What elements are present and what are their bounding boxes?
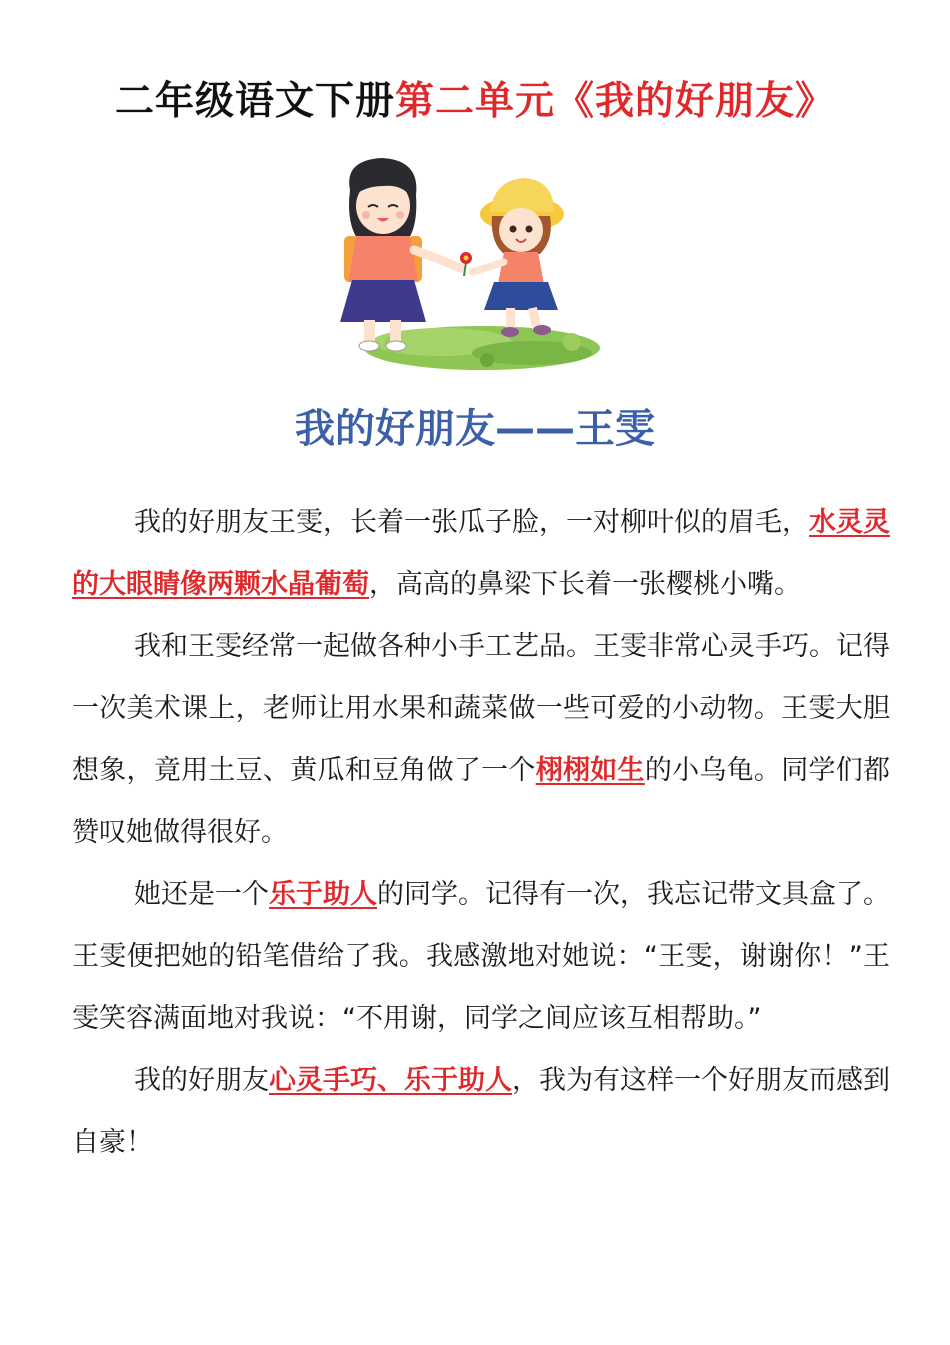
friends-illustration (232, 150, 718, 466)
highlighted-phrase: 栩栩如生 (535, 755, 645, 786)
highlighted-phrase: 心灵手巧、乐于助人 (269, 1065, 512, 1096)
paragraph (72, 492, 890, 616)
highlighted-phrase: 水灵灵的大眼睛像两颗水晶葡萄 (72, 507, 890, 600)
paragraph-text: ，我为有这样一个好朋友而感到自豪！ (72, 1065, 890, 1158)
paragraph (72, 864, 890, 1050)
paragraph-text: 的小乌龟。同学们都赞叹她做得很好。 (72, 755, 891, 848)
highlighted-phrase: 乐于助人 (269, 879, 377, 910)
paragraph-text: 我的好朋友王雯，长着一张瓜子脸，一对柳叶似的眉毛， (134, 507, 809, 538)
small-girl-figure (472, 178, 564, 337)
paragraph-text: 我和王雯经常一起做各种小手工艺品。王雯非常心灵手巧。记得一次美术课上，老师让用水果和蔬菜做一些可爱的小动物。王雯大胆想象，竟用土豆、黄瓜和豆角做了一个 (72, 631, 890, 786)
paragraph-text: 的同学。记得有一次，我忘记带文具盒了。王雯便把她的铅笔借给了我。我感激地对她说：“王雯，谢谢你！”王雯笑容满面地对我说：“不用谢，同学之间应该互相帮助。” (72, 879, 890, 1034)
tall-girl-figure (340, 158, 460, 351)
paragraph-text: ，高高的鼻梁下长着一张樱桃小嘴。 (369, 569, 801, 600)
article-body (72, 492, 890, 1174)
title-unit-part: 第二单元《我的好朋友》 (395, 79, 836, 124)
title-grade-part: 二年级语文下册 (114, 79, 395, 124)
illustration-caption: 我的好朋友——王雯 (295, 406, 655, 452)
paragraph (72, 1050, 890, 1174)
paragraph-text: 她还是一个 (134, 879, 269, 910)
paragraph-text: 我的好朋友 (134, 1065, 269, 1096)
illustration (232, 150, 718, 466)
paragraph (72, 616, 890, 864)
page-title (0, 72, 950, 132)
